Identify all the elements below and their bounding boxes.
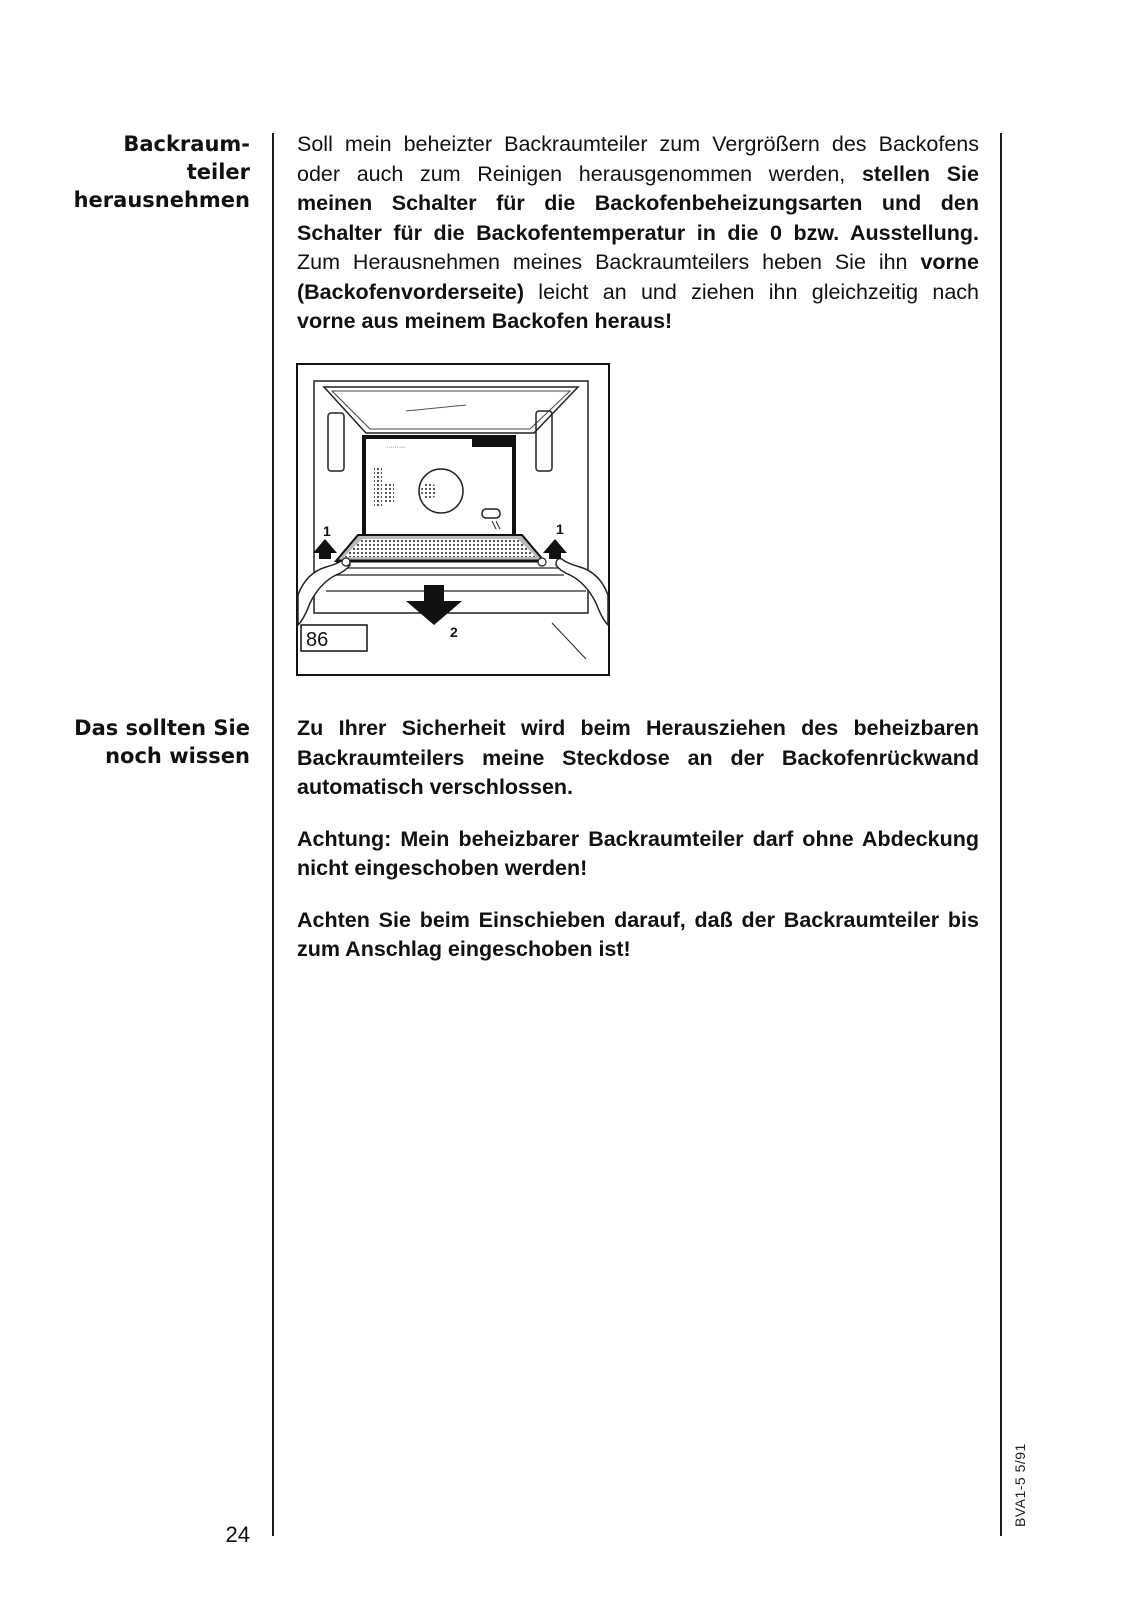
back-wall-bar <box>472 437 514 447</box>
divider-shelf-texture <box>344 539 536 557</box>
vent-pattern <box>384 483 394 503</box>
section-heading-good-to-know <box>40 714 250 770</box>
paragraph <box>297 130 979 337</box>
heading-line: Backraum- <box>123 132 250 156</box>
left-column-rule <box>272 133 274 1536</box>
oven-divider-illustration <box>296 363 610 676</box>
text-run-bold: stellen Sie meinen Schalter für die Backofenbeheizungsarten und den Schalter für die Backofentemperatur in die 0 bzw. Ausstellung. <box>297 161 979 245</box>
section-body-good-to-know <box>297 714 979 987</box>
callout-lift-left: 1 <box>323 523 331 539</box>
figure-number: 86 <box>306 629 329 651</box>
callout-pull: 2 <box>450 624 458 640</box>
heading-line: teiler <box>186 160 250 184</box>
text-run: leicht an und ziehen ihn gleichzeitig nach <box>524 279 979 304</box>
text-run-bold: Zu Ihrer Sicherheit wird beim Herausziehen des beheizbaren Backraumteilers meine Steckdose an der Backofenrückwand automatisch verschlossen. <box>297 716 979 799</box>
paragraph-safety <box>297 714 979 803</box>
document-code: BVA1-5 5/91 <box>1012 1443 1028 1527</box>
heading-line: Das sollten Sie <box>74 716 250 740</box>
paragraph-insert-note <box>297 906 979 965</box>
back-wall-dots: ·∙·∙·∙·∙· <box>386 444 406 451</box>
page-number: 24 <box>225 1522 250 1547</box>
section-body-remove-divider <box>297 130 979 359</box>
right-column-rule <box>1000 133 1002 1536</box>
text-run-bold: vorne (Backofenvorderseite) <box>297 250 979 304</box>
socket <box>482 509 500 518</box>
heading-line: noch wissen <box>105 744 250 768</box>
text-run-bold: Achtung: Mein beheizbarer Backraumteiler darf ohne Abdeckung nicht eingeschoben werden! <box>297 826 979 880</box>
oven-illustration-svg <box>296 363 610 676</box>
vent-pattern <box>374 467 382 507</box>
text-run-bold: vorne aus meinem Backofen heraus! <box>297 309 673 333</box>
text-run: Soll mein beheizter Backraumteiler zum Vergrößern des Backofens oder auch zum Reinigen herausgenommen werden, <box>297 132 979 186</box>
heading-line: herausnehmen <box>73 188 250 212</box>
left-grip <box>342 558 350 566</box>
paragraph-caution <box>297 825 979 884</box>
right-grip <box>538 558 546 566</box>
text-run-bold: Achten Sie beim Einschieben darauf, daß der Backraumteiler bis zum Anschlag eingeschoben ist! <box>297 907 979 961</box>
section-heading-remove-divider <box>40 130 250 214</box>
text-run: Zum Herausnehmen meines Backraumteilers heben Sie ihn <box>297 250 921 274</box>
callout-lift-right: 1 <box>556 521 564 537</box>
fan-center <box>421 483 437 499</box>
